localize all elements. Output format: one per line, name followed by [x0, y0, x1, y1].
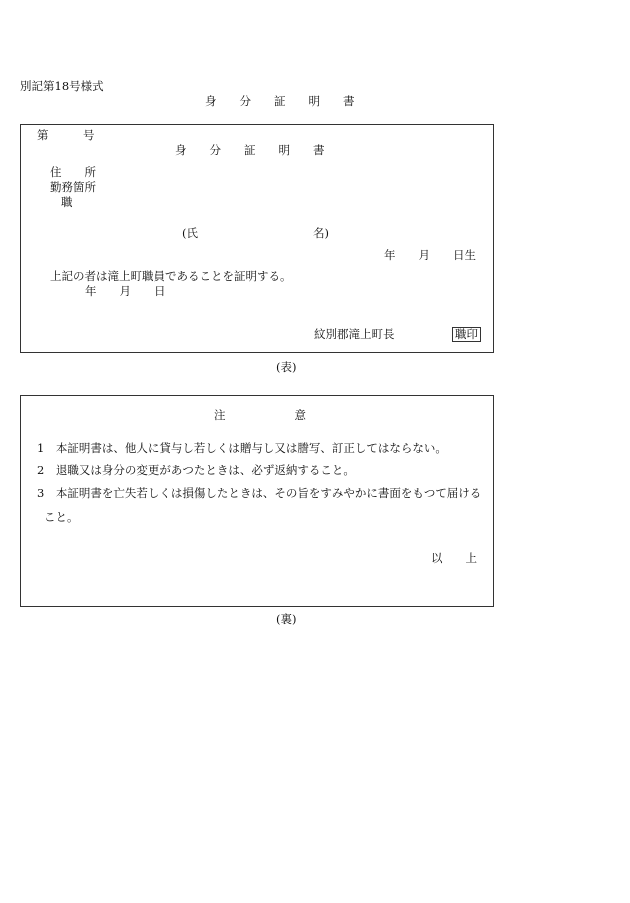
position-label: 職 — [61, 195, 73, 209]
name-label: (氏 名) — [182, 226, 329, 240]
notice-item: 1 本証明書は、他人に貸与し若しくは贈与し又は謄写、訂正してはならない。 — [37, 441, 447, 455]
front-caption: (表) — [276, 360, 297, 374]
certificate-number-label: 第 号 — [37, 128, 95, 142]
closing-text: 以 上 — [431, 551, 477, 565]
form-number-label: 別記第18号様式 — [20, 79, 104, 93]
workplace-label: 勤務箇所 — [50, 180, 96, 194]
issuer-name: 紋別郡滝上町長 — [314, 327, 395, 341]
address-label: 住 所 — [50, 165, 96, 179]
notice-item-continuation: こと。 — [44, 510, 79, 524]
notice-item: 3 本証明書を亡失若しくは損傷したときは、その旨をすみやかに書面をもつて届ける — [37, 486, 482, 500]
card-title: 身 分 証 明 書 — [175, 143, 325, 157]
birthdate-label: 年 月 日生 — [384, 248, 476, 262]
certification-text: 上記の者は滝上町職員であることを証明する。 — [50, 269, 292, 283]
document-title: 身 分 証 明 書 — [205, 94, 355, 108]
certificate-back — [20, 395, 494, 607]
issue-date-label: 年 月 日 — [85, 284, 166, 298]
notice-item: 2 退職又は身分の変更があつたときは、必ず返納すること。 — [37, 463, 355, 477]
back-caption: (裏) — [276, 612, 297, 626]
official-seal: 職印 — [452, 327, 481, 342]
notice-title: 注 意 — [214, 408, 306, 422]
